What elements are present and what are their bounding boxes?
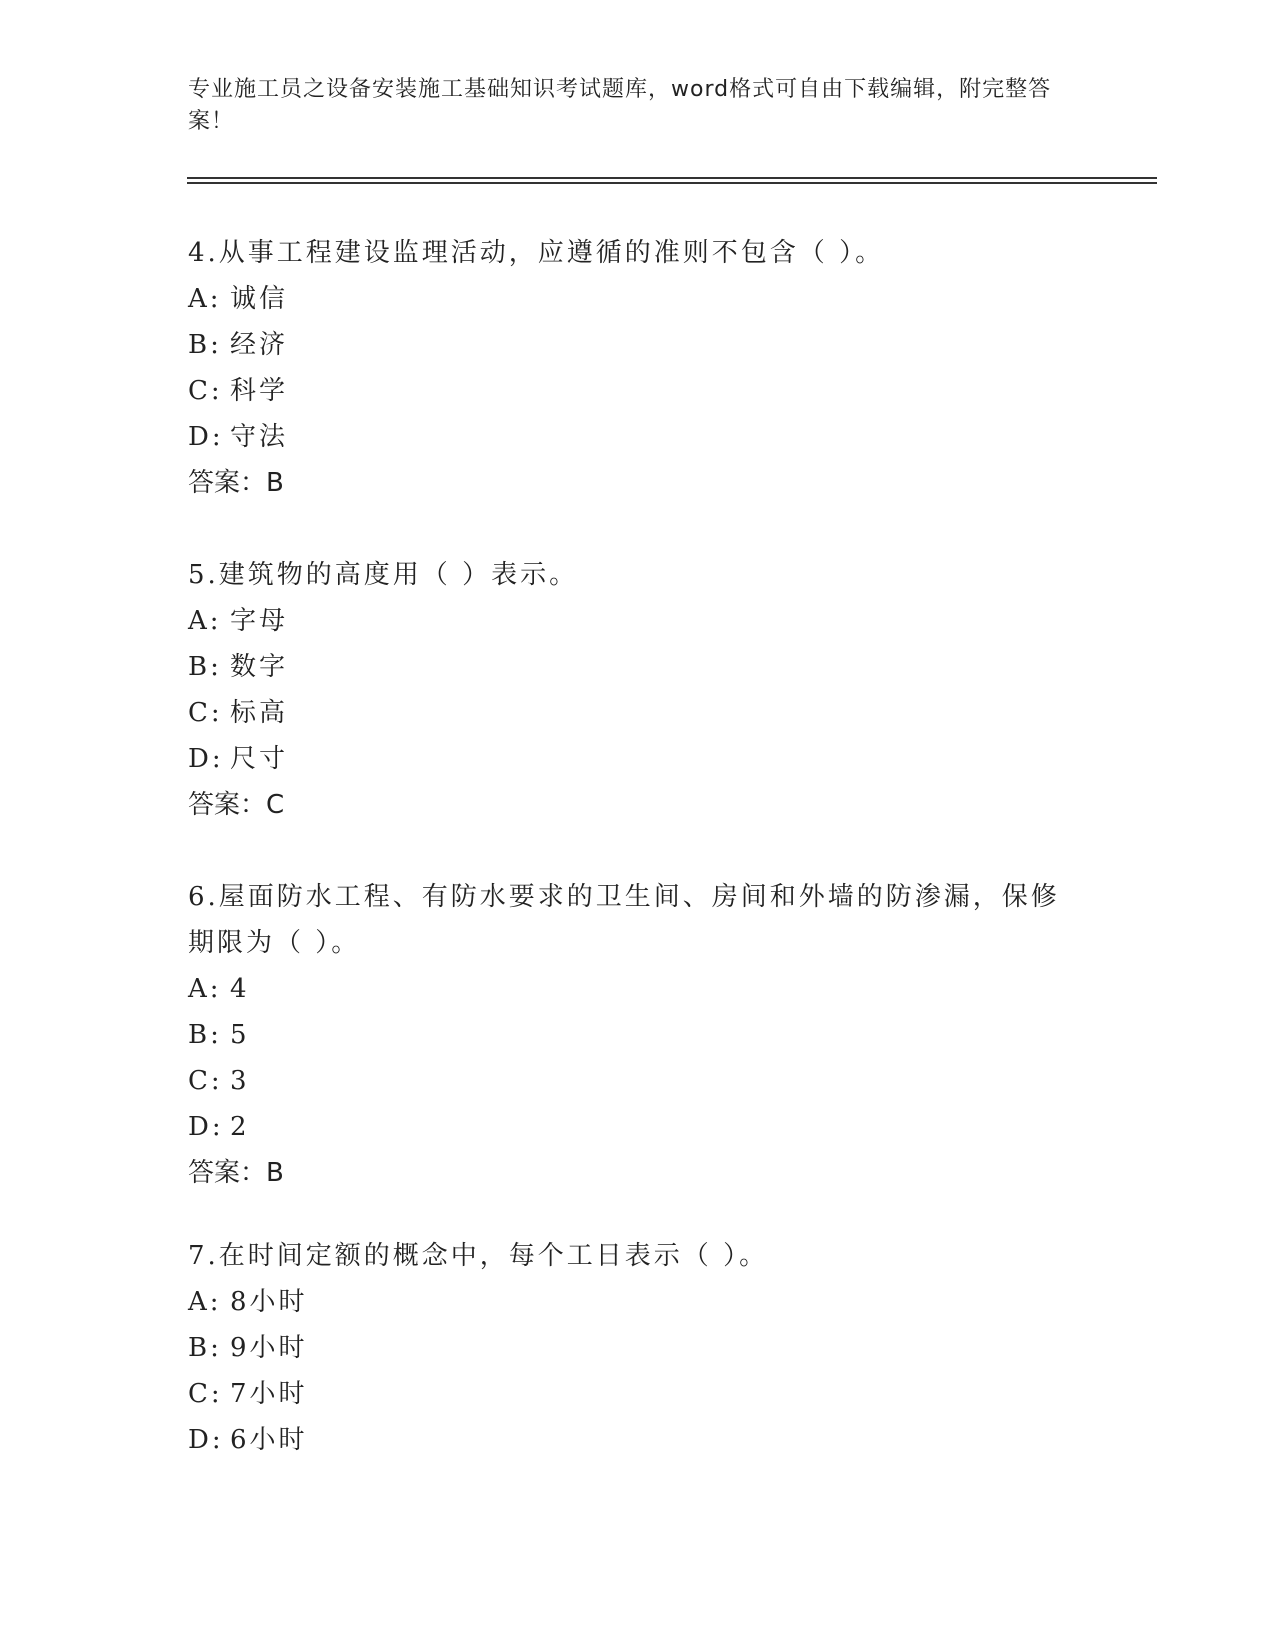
question-stem: 4.从事工程建设监理活动，应遵循的准则不包含（ ）。: [188, 238, 885, 268]
option-b: [188, 644, 1088, 690]
option-a: [188, 1279, 1088, 1325]
option-key: B:: [188, 652, 222, 682]
option-text: 2: [230, 1112, 250, 1142]
option-b: [188, 1325, 1088, 1371]
option-text: 字母: [230, 606, 289, 636]
option-b: [188, 322, 1088, 368]
answer: 答案：B: [188, 468, 284, 498]
option-text: 7小时: [230, 1379, 308, 1409]
header-divider-top: [187, 177, 1157, 179]
option-text: 8小时: [230, 1287, 308, 1317]
option-key: B:: [188, 1020, 222, 1050]
option-key: C:: [188, 698, 223, 728]
document-header: 专业施工员之设备安装施工基础知识考试题库，word格式可自由下载编辑，附完整答案！: [188, 77, 1052, 134]
option-key: A:: [188, 1287, 222, 1317]
option-d: [188, 736, 1088, 782]
option-text: 标高: [230, 698, 289, 728]
option-key: C:: [188, 1066, 223, 1096]
question-stem: 7.在时间定额的概念中，每个工日表示（ ）。: [188, 1241, 769, 1271]
header-divider-bottom: [187, 182, 1157, 184]
option-d: [188, 1104, 1088, 1150]
option-d: [188, 414, 1088, 460]
option-text: 经济: [230, 330, 289, 360]
option-key: D:: [188, 744, 224, 774]
option-text: 尺寸: [230, 744, 289, 774]
question-7: [188, 1233, 1088, 1463]
option-text: 6小时: [230, 1425, 308, 1455]
option-text: 数字: [230, 652, 289, 682]
option-c: [188, 1058, 1088, 1104]
option-b: [188, 1012, 1088, 1058]
option-text: 4: [230, 974, 250, 1004]
option-key: C:: [188, 1379, 223, 1409]
option-a: [188, 276, 1088, 322]
answer: 答案：B: [188, 1158, 284, 1188]
option-text: 9小时: [230, 1333, 308, 1363]
option-text: 5: [230, 1020, 250, 1050]
option-key: D:: [188, 422, 224, 452]
answer: 答案：C: [188, 790, 285, 820]
question-stem: 6.屋面防水工程、有防水要求的卫生间、房间和外墙的防渗漏，保修期限为（ ）。: [188, 882, 1060, 958]
option-key: C:: [188, 376, 223, 406]
option-a: [188, 598, 1088, 644]
option-key: D:: [188, 1112, 224, 1142]
option-c: [188, 690, 1088, 736]
option-text: 科学: [230, 376, 289, 406]
option-key: A:: [188, 974, 222, 1004]
option-c: [188, 368, 1088, 414]
option-key: B:: [188, 1333, 222, 1363]
question-4: [188, 230, 1088, 506]
option-text: 3: [230, 1066, 250, 1096]
option-d: [188, 1417, 1088, 1463]
option-key: A:: [188, 606, 222, 636]
question-5: [188, 552, 1088, 828]
option-c: [188, 1371, 1088, 1417]
option-key: A:: [188, 284, 222, 314]
option-key: D:: [188, 1425, 224, 1455]
option-text: 守法: [230, 422, 289, 452]
question-stem: 5.建筑物的高度用（ ）表示。: [188, 560, 579, 590]
question-6: [188, 874, 1088, 1196]
option-a: [188, 966, 1088, 1012]
option-text: 诚信: [230, 284, 289, 314]
option-key: B:: [188, 330, 222, 360]
